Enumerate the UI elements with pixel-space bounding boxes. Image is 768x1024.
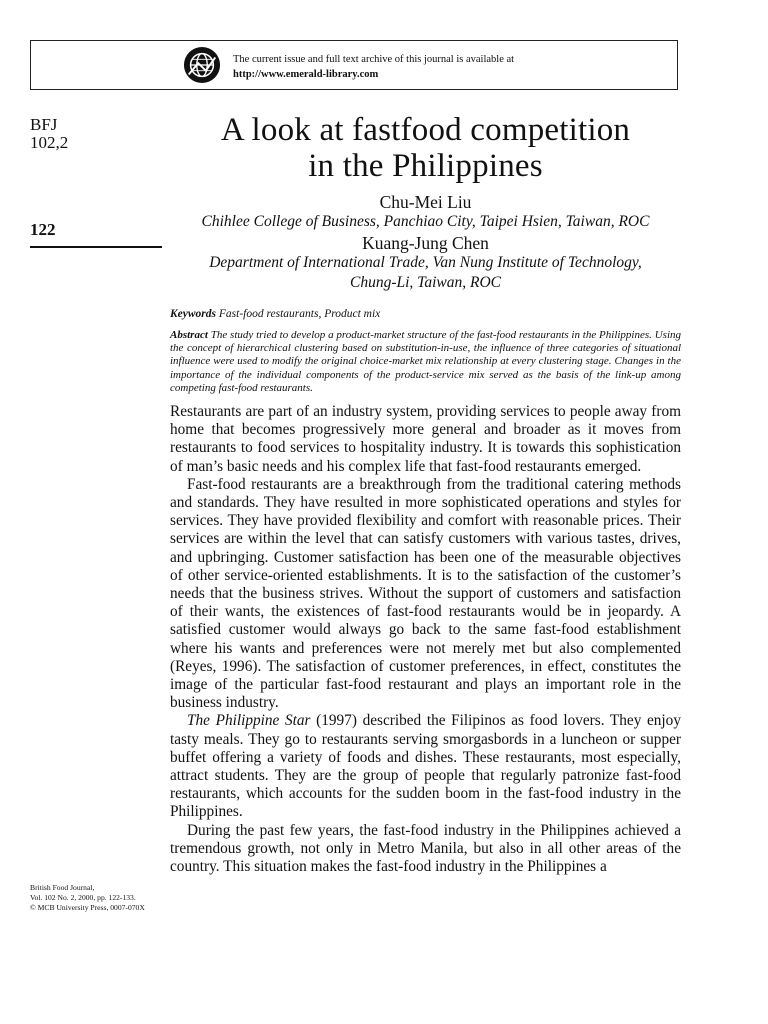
newspaper-title: The Philippine Star bbox=[187, 712, 311, 730]
affiliation-line: Department of International Trade, Van Nung Institute of Technology, bbox=[209, 254, 642, 271]
article-title bbox=[170, 112, 681, 184]
paragraph: During the past few years, the fast-food industry in the Philippines achieved a tremendous growth, not only in Metro Manila, but also in all other areas of the country. This situation makes the fast-food industry in the Philippines a bbox=[170, 821, 681, 876]
author-name: Kuang-Jung Chen bbox=[362, 233, 489, 253]
abstract bbox=[170, 329, 681, 395]
author-affiliation bbox=[170, 253, 681, 293]
abstract-label: Abstract bbox=[170, 329, 208, 341]
article-body bbox=[170, 112, 681, 876]
paragraph: Fast-food restaurants are a breakthrough from the traditional catering methods and standards. They have resulted in more sophisticated operations and styles for services. They have provided flexibility and comfort with reasonable prices. Their services are within the level that can satisfy customers with various tastes, drives, and upbringing. Customer satisfaction has been one of the measurable objectives of other service-oriented establishments. It is to the satisfaction of the customer’s needs that the business strives. Without the support of customers and satisfaction of their wants, the existences of fast-food restaurants would be in jeopardy. A satisfied customer would always go back to the same fast-food establishment where his wants and preferences were not merely met but also complemented (Reyes, 1996). The satisfaction of customer preferences, in effect, constitutes the image of the particular fast-food restaurant and plays an important role in the business industry. bbox=[170, 475, 681, 712]
globe-logo-icon bbox=[183, 46, 221, 84]
author-name: Chu-Mei Liu bbox=[379, 192, 472, 212]
title-line: in the Philippines bbox=[308, 148, 543, 184]
citation-line: British Food Journal, bbox=[30, 883, 95, 892]
author-affiliation: Chihlee College of Business, Panchiao City, Taipei Hsien, Taiwan, ROC bbox=[201, 213, 650, 230]
journal-citation bbox=[30, 883, 168, 913]
citation-line: Vol. 102 No. 2, 2000, pp. 122-133. bbox=[30, 893, 136, 902]
abstract-text: The study tried to develop a product-market structure of the fast-food restaurants in the Philippines. Using the concept of hierarchical clustering based on substitution-in-use, the influence of three categories of situational influence were used to modify the original choice-market mix relationship at every clustering stage. Changes in the importance of the individual components of the product-service mix served as the basis of the link-up among competing fast-food restaurants. bbox=[170, 329, 681, 394]
citation-line: © MCB University Press, 0007-070X bbox=[30, 903, 145, 912]
volume-issue: 102,2 bbox=[30, 133, 69, 152]
paragraph-text: (1997) described the Filipinos as food lovers. They enjoy tasty meals. They go to restaurants serving smorgasbords in a luncheon or supper buffet offering a variety of foods and dishes. These restaurants, most especially, attract students. They are the group of people that regularly patronize fast-food restaurants, which accounts for the sudden boom in the fast-food industry in the Philippines. bbox=[170, 712, 681, 821]
banner-text bbox=[233, 52, 514, 82]
page-number-rule bbox=[30, 246, 162, 248]
paragraph: Restaurants are part of an industry system, providing services to people away from home that becomes progressively more general and broader as it moves from restaurants to food services to hospitality industry. It is towards this sophistication of man’s basic needs and his complex life that fast-food restaurants emerged. bbox=[170, 403, 681, 475]
page-number: 122 bbox=[30, 220, 56, 239]
journal-abbrev: BFJ bbox=[30, 115, 58, 134]
journal-availability-banner bbox=[30, 40, 678, 90]
banner-line: The current issue and full text archive of this journal is available at bbox=[233, 54, 515, 65]
paragraph bbox=[170, 712, 681, 821]
title-line: A look at fastfood competition bbox=[220, 112, 631, 148]
journal-url-link[interactable]: http://www.emerald-library.com bbox=[233, 69, 379, 80]
journal-sidebar bbox=[30, 116, 165, 152]
keywords-label: Keywords bbox=[170, 308, 216, 320]
affiliation-line: Chung-Li, Taiwan, ROC bbox=[349, 274, 502, 291]
keywords bbox=[170, 307, 681, 321]
keywords-text: Fast-food restaurants, Product mix bbox=[218, 308, 381, 320]
body-text bbox=[170, 403, 681, 876]
